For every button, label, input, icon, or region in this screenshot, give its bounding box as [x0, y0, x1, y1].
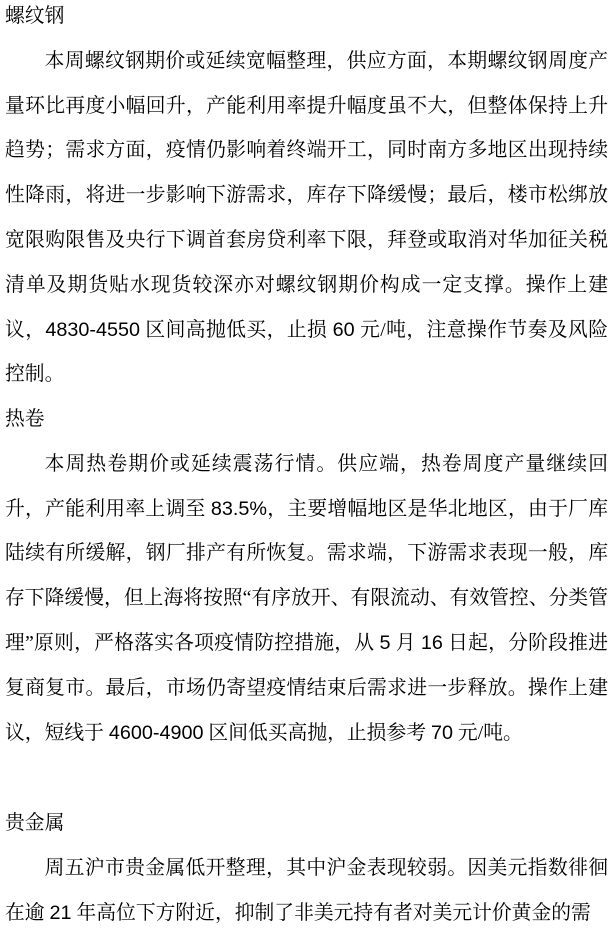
text-segment: 月 [390, 631, 421, 654]
text-segment: 元/吨，注意操作节奏及风险控制。 [5, 318, 608, 386]
text-segment: 日起，分阶段推进复商复市。最后，市场仍寄望疫情结束后需求进一步释放。操作上建议，短线于 [5, 631, 608, 744]
section-precious-metals [5, 801, 608, 935]
section-rebar [5, 0, 608, 397]
section-heading: 热卷 [5, 408, 45, 430]
text-segment: 4600-4900 [108, 721, 204, 744]
text-segment: ，主要增幅地区是华北地区，由于厂库陆续有所缓解，钢厂排产有所恢复。需求端，下游需求表现一般，库存下降缓慢，但上海将按照“有序放开、有限流动、有效管控、分类管理”原则，严格落实各项疫情防控措施，从 [5, 497, 608, 654]
text-segment: 4830-4550 [45, 318, 141, 341]
text-segment: 本周热卷期价或延续震荡行情。供应端，热卷周度产量继续回升，产能利用率上调至 [5, 452, 608, 520]
text-segment: 区间低买高抛，止损参考 [203, 721, 431, 744]
text-segment: 83.5% [210, 497, 267, 520]
section-heading: 螺纹钢 [5, 5, 65, 27]
text-segment: 21 [49, 901, 72, 924]
text-segment: 年高位下方附近，抑制了非美元持有者对美元计价黄金的需 [71, 901, 591, 924]
text-segment: 元/吨。 [452, 721, 523, 744]
text-segment: 本周螺纹钢期价或延续宽幅整理，供应方面，本期螺纹钢周度产量环比再度小幅回升，产能利用率提升幅度虽不大，但整体保持上升趋势；需求方面，疫情仍影响着终端开工，同时南方多地区出现持续性降雨，将进一步影响下游需求，库存下降缓慢；最后，楼市松绑放宽限购限售及央行下调首套房贷利率下限，拜登或取消对华加征关税清单及期货贴水现货较深亦对螺纹钢期价构成一定支撑。操作上建议， [5, 49, 608, 341]
text-segment: 区间高抛低买，止损 [140, 318, 333, 341]
text-segment: 周五沪市贵金属低开整理，其中沪金表现较弱。因美元指数徘徊在逾 [5, 856, 608, 924]
section-paragraph [5, 442, 608, 756]
section-paragraph [5, 39, 608, 397]
section-hot-coil [5, 397, 608, 755]
text-segment: 16 [420, 631, 443, 654]
section-heading: 贵金属 [5, 812, 65, 834]
section-paragraph [5, 846, 608, 935]
text-segment: 70 [430, 721, 453, 744]
text-segment: 5 [379, 631, 391, 654]
text-segment: 60 [332, 318, 355, 341]
